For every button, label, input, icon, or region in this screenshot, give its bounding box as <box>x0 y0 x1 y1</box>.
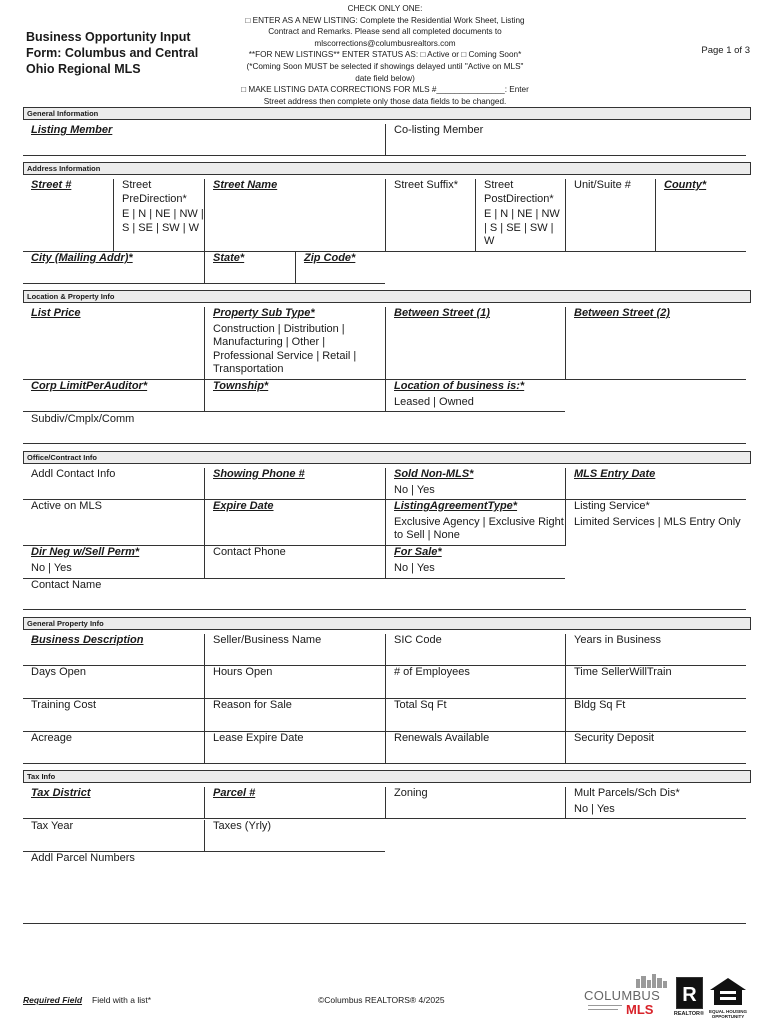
check-line: **FOR NEW LISTINGS** ENTER STATUS AS: □ Active or □ Coming Soon* <box>248 50 522 60</box>
field-num-employees[interactable] <box>385 666 565 699</box>
field-label: MLS Entry Date <box>574 468 656 480</box>
field-county[interactable] <box>655 179 746 252</box>
field-label: Renewals Available <box>394 732 490 744</box>
field-dir-neg-sell-perm[interactable] <box>23 546 204 579</box>
legend-field-with-list: Field with a list* <box>92 995 152 1005</box>
field-city[interactable] <box>23 252 204 284</box>
check-line: CHECK ONLY ONE: <box>347 4 423 13</box>
section-office-contract: Office/Contract Info <box>23 451 751 464</box>
field-label: Business Description <box>31 634 144 646</box>
field-options: No | Yes <box>394 483 435 496</box>
check-line: □ ENTER AS A NEW LISTING: Complete the Residential Work Sheet, Listing <box>245 15 525 25</box>
field-label: Listing Service* <box>574 500 650 512</box>
field-street-postdirection[interactable] <box>475 179 565 252</box>
field-label: Time SellerWillTrain <box>574 666 672 678</box>
field-options: No | Yes <box>31 561 72 574</box>
field-zoning[interactable] <box>385 787 565 819</box>
field-listing-agreement-type[interactable] <box>385 500 565 546</box>
field-label: Listing Member <box>31 124 113 136</box>
section-tax-info: Tax Info <box>23 770 751 783</box>
field-label: Street PreDirection* <box>122 179 187 205</box>
field-contact-phone[interactable] <box>204 546 385 579</box>
field-label: Unit/Suite # <box>574 179 631 191</box>
field-options: E | N | NE | NW | S | SE | SW | W <box>484 208 560 247</box>
field-label: Township* <box>213 380 269 392</box>
field-label: State* <box>213 252 245 264</box>
field-label: Active on MLS <box>31 500 102 512</box>
field-options: E | N | NE | NW | S | SE | SW | W <box>122 208 204 234</box>
section-general-information: General Information <box>23 107 751 120</box>
check-line: date field below) <box>355 73 415 83</box>
section-location-property: Location & Property Info <box>23 290 751 303</box>
field-between-street-2[interactable] <box>565 307 746 380</box>
field-label: Addl Parcel Numbers <box>31 852 135 864</box>
field-contact-name[interactable] <box>23 579 746 610</box>
equal-housing-house-icon <box>708 977 748 1007</box>
realtor-text: REALTOR® <box>673 1011 705 1017</box>
field-label: Security Deposit <box>574 732 655 744</box>
field-label: Between Street (1) <box>394 307 490 319</box>
field-label: Mult Parcels/Sch Dis* <box>574 787 680 799</box>
field-showing-phone[interactable] <box>204 468 385 500</box>
field-label: Contact Name <box>31 579 102 591</box>
field-options: Leased | Owned <box>394 395 474 408</box>
legend-required-field: Required Field <box>23 995 83 1005</box>
field-street-predirection[interactable] <box>113 179 204 252</box>
field-sold-non-mls[interactable] <box>385 468 565 500</box>
field-reason-for-sale[interactable] <box>204 699 385 732</box>
page-number: Page 1 of 3 <box>701 45 750 56</box>
field-label: Subdiv/Cmplx/Comm <box>31 413 135 425</box>
field-options: No | Yes <box>394 561 435 574</box>
skyline-icon <box>582 974 670 988</box>
field-between-street-1[interactable] <box>385 307 565 380</box>
section-general-property: General Property Info <box>23 617 751 630</box>
form-title: Business Opportunity Input Form: Columbus and Central Ohio Regional MLS <box>26 30 199 76</box>
r-letter-icon <box>677 978 702 1008</box>
field-training-cost[interactable] <box>23 699 204 732</box>
field-property-sub-type[interactable] <box>204 307 385 380</box>
field-label: For Sale* <box>394 546 442 558</box>
field-label: County* <box>664 179 707 191</box>
field-unit-suite[interactable] <box>565 179 655 252</box>
field-label: Seller/Business Name <box>213 634 322 646</box>
field-label: Between Street (2) <box>574 307 670 319</box>
field-listing-member[interactable] <box>23 124 385 156</box>
field-label: Bldg Sq Ft <box>574 699 626 711</box>
field-options: No | Yes <box>574 802 615 815</box>
svg-text:R: R <box>682 984 697 1006</box>
field-label: Parcel # <box>213 787 256 799</box>
field-label: Zoning <box>394 787 428 799</box>
field-label: Days Open <box>31 666 87 678</box>
logo-mls-text: MLS <box>626 1002 654 1017</box>
field-label: Tax District <box>31 787 91 799</box>
field-parcel-number[interactable] <box>204 787 385 819</box>
logo-tagline-line <box>588 1005 622 1006</box>
columbus-mls-logo <box>582 974 670 1018</box>
field-label: Tax Year <box>31 820 74 832</box>
field-label: Contact Phone <box>213 546 286 558</box>
field-label: Zip Code* <box>304 252 356 264</box>
field-label: Street Suffix* <box>394 179 458 191</box>
field-state[interactable] <box>204 252 295 284</box>
field-days-open[interactable] <box>23 666 204 699</box>
equal-housing-logo <box>708 977 748 1021</box>
field-label: Addl Contact Info <box>31 468 116 480</box>
field-label: Showing Phone # <box>213 468 305 480</box>
field-options: Construction | Distribution | Manufacturing | Other | Professional Service | Retail | Transportation <box>213 322 357 375</box>
field-label: Sold Non-MLS* <box>394 468 474 480</box>
field-street-name[interactable] <box>204 179 385 252</box>
check-only-one-instructions <box>220 3 550 107</box>
field-label: Expire Date <box>213 500 274 512</box>
field-lease-expire-date[interactable] <box>204 732 385 764</box>
realtor-r-icon <box>676 977 703 1009</box>
field-subdiv[interactable] <box>23 413 746 444</box>
field-label: Dir Neg w/Sell Perm* <box>31 546 140 558</box>
field-street-number[interactable] <box>23 179 113 252</box>
field-label: Years in Business <box>574 634 662 646</box>
field-bldg-sq-ft[interactable] <box>565 699 746 732</box>
field-renewals-available[interactable] <box>385 732 565 764</box>
field-colisting-member[interactable] <box>385 124 746 156</box>
field-street-suffix[interactable] <box>385 179 475 252</box>
field-label: # of Employees <box>394 666 470 678</box>
field-seller-business-name[interactable] <box>204 634 385 666</box>
field-label: Co-listing Member <box>394 124 484 136</box>
field-addl-parcel-numbers[interactable] <box>23 852 746 924</box>
field-for-sale[interactable] <box>385 546 565 579</box>
field-security-deposit[interactable] <box>565 732 746 764</box>
field-mult-parcels[interactable] <box>565 787 746 819</box>
realtor-logo <box>672 977 706 1021</box>
check-line: Street address then complete only those data fields to be changed. <box>263 96 507 106</box>
field-label: Location of business is:* <box>394 380 525 392</box>
field-tax-district[interactable] <box>23 787 204 819</box>
check-line: (*Coming Soon MUST be selected if showings delayed until "Active on MLS" <box>246 61 524 71</box>
field-label: Taxes (Yrly) <box>213 820 272 832</box>
field-label: Street PostDirection* <box>484 179 554 205</box>
section-address-information: Address Information <box>23 162 751 175</box>
field-township[interactable] <box>204 380 385 412</box>
field-label: Training Cost <box>31 699 97 711</box>
field-business-description[interactable] <box>23 634 204 666</box>
field-active-on-mls[interactable] <box>23 500 204 546</box>
field-label: City (Mailing Addr)* <box>31 252 133 264</box>
field-label: Hours Open <box>213 666 273 678</box>
field-label: Corp LimitPerAuditor* <box>31 380 148 392</box>
field-corp-limit[interactable] <box>23 380 204 412</box>
field-acreage[interactable] <box>23 732 204 764</box>
field-sic-code[interactable] <box>385 634 565 666</box>
field-expire-date[interactable] <box>204 500 385 546</box>
field-options: Exclusive Agency | Exclusive Right to Sell | None <box>394 515 564 541</box>
logo-tagline-line <box>588 1009 618 1010</box>
check-line: Contract and Remarks. Please send all completed documents to <box>268 27 502 37</box>
field-label: Total Sq Ft <box>394 699 447 711</box>
field-hours-open[interactable] <box>204 666 385 699</box>
logo-columbus-text: COLUMBUS <box>584 988 661 1003</box>
field-label: Acreage <box>31 732 72 744</box>
copyright: ©Columbus REALTORS® 4/2025 <box>318 995 445 1005</box>
field-label: Reason for Sale <box>213 699 292 711</box>
field-list-price[interactable] <box>23 307 204 380</box>
field-mls-entry-date[interactable] <box>565 468 746 500</box>
check-line: mlscorrections@columbusrealtors.com <box>314 38 456 48</box>
field-label: Property Sub Type* <box>213 307 315 319</box>
field-label: ListingAgreementType* <box>394 500 518 512</box>
field-zip-code[interactable] <box>295 252 385 284</box>
field-label: Lease Expire Date <box>213 732 304 744</box>
check-line: □ MAKE LISTING DATA CORRECTIONS FOR MLS #_______________: Enter <box>241 85 529 95</box>
field-time-seller-will-train[interactable] <box>565 666 746 699</box>
field-location-of-business[interactable] <box>385 380 565 412</box>
field-addl-contact-info[interactable] <box>23 468 204 500</box>
field-taxes-yearly[interactable] <box>204 820 385 852</box>
equal-housing-text: EQUAL HOUSING OPPORTUNITY <box>709 1009 747 1019</box>
field-total-sq-ft[interactable] <box>385 699 565 732</box>
field-label: Street Name <box>213 179 278 191</box>
field-label: SIC Code <box>394 634 442 646</box>
field-listing-service[interactable] <box>565 500 746 546</box>
field-years-in-business[interactable] <box>565 634 746 666</box>
field-tax-year[interactable] <box>23 820 204 852</box>
field-label: List Price <box>31 307 81 319</box>
field-label: Street # <box>31 179 72 191</box>
field-options: Limited Services | MLS Entry Only <box>574 515 741 528</box>
